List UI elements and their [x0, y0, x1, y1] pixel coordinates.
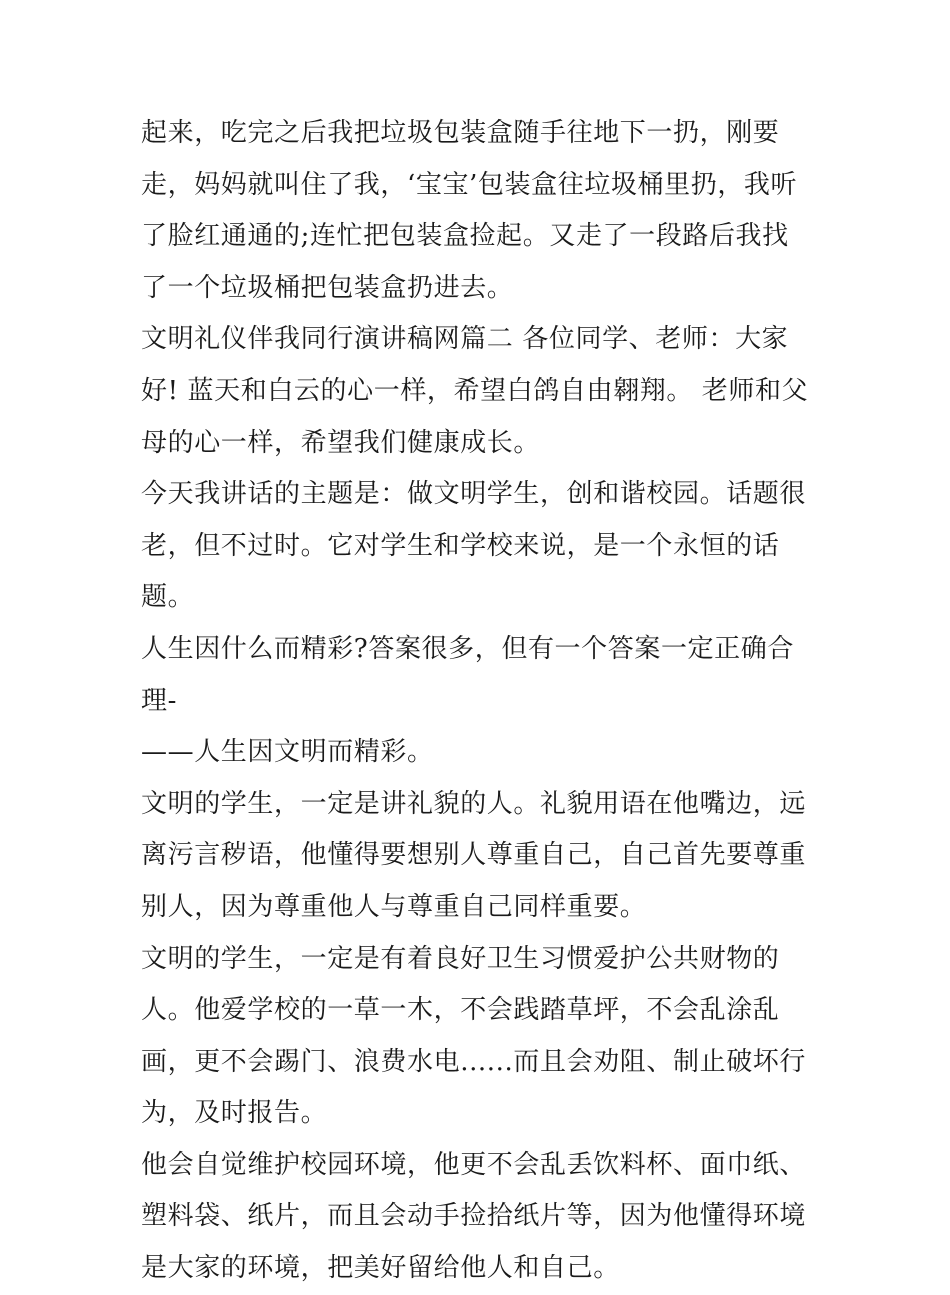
paragraph-7: 文明的学生，一定是有着良好卫生习惯爱护公共财物的人。他爱学校的一草一木，不会践踏草坪，不会乱涂乱画，更不会踢门、浪费水电......而且会劝阻、制止破坏行为，及时报告。: [141, 943, 806, 1129]
paragraph-8: 他会自觉维护校园环境，他更不会乱丢饮料杯、面巾纸、塑料袋、纸片，而且会动手捡拾纸片等，因为他懂得环境是大家的环境，把美好留给他人和自己。: [141, 1149, 807, 1284]
paragraph-1: 起来，吃完之后我把垃圾包装盒随手往地下一扔，刚要走，妈妈就叫住了我，‘宝宝’包装盒往垃圾桶里扔，我听了脸红通通的;连忙把包装盒捡起。又走了一段路后我找了一个垃圾桶把包装盒扔进去。: [141, 118, 798, 303]
paragraph-5: ——人生因文明而精彩。: [141, 737, 434, 768]
paragraph-6: 文明的学生，一定是讲礼貌的人。礼貌用语在他嘴边，远离污言秽语，他懂得要想别人尊重自己，自己首先要尊重别人，因为尊重他人与尊重自己同样重要。: [141, 788, 807, 922]
paragraph-4: 人生因什么而精彩?答案很多，但有一个答案一定正确合理-: [141, 633, 794, 716]
body-text: [141, 108, 811, 1295]
paragraph-2: 文明礼仪伴我同行演讲稿网篇二 各位同学、老师：大家好! 蓝天和白云的心一样，希望白鸽自由翱翔。 老师和父母的心一样，希望我们健康成长。: [141, 324, 809, 458]
paragraph-3: 今天我讲话的主题是：做文明学生，创和谐校园。话题很老，但不过时。它对学生和学校来说，是一个永恒的话题。: [141, 479, 807, 613]
